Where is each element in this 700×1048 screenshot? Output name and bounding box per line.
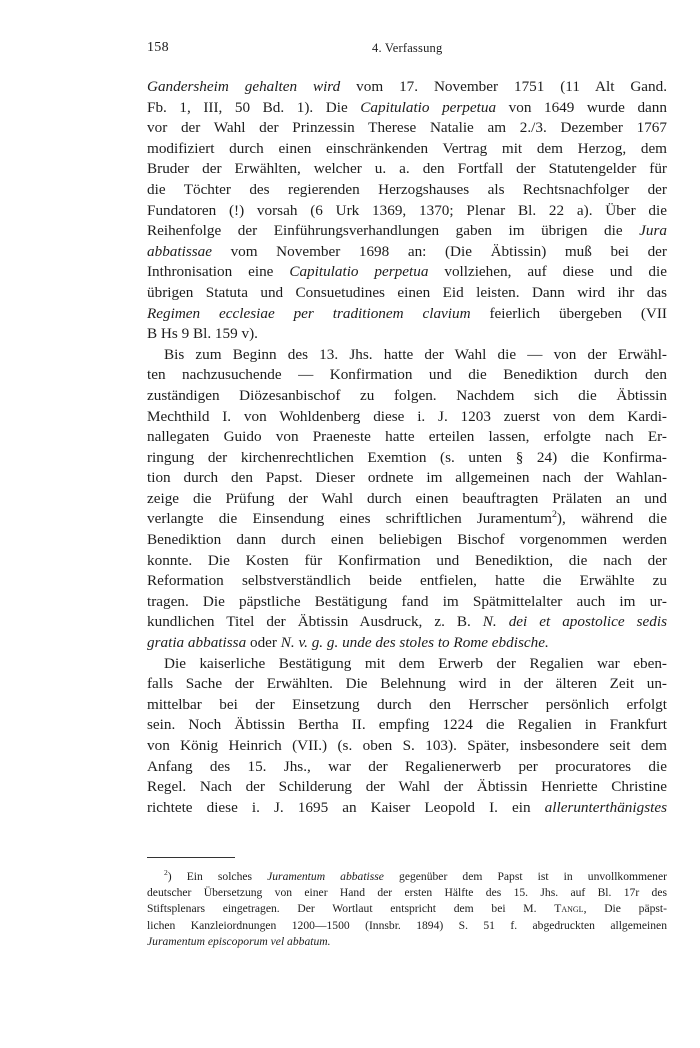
body-line	[147, 386, 667, 407]
body-line	[147, 592, 667, 613]
body-line	[147, 448, 667, 469]
text-segment: ten nachzusuchende — Konfirmation und die Benediktion durch den	[147, 366, 667, 384]
text-segment: ringung der kirchenrechtlichen Exemtion (s. unten § 24) die Konfirma-	[147, 448, 667, 466]
text-segment: sein. Noch Äbtissin Bertha II. empfing 1224 die Regalien in Frankfurt	[147, 716, 667, 734]
footnote-line	[147, 869, 667, 885]
text-segment: mittelbar bei der Einsetzung durch den Herrscher persönlich erfolgt	[147, 695, 667, 713]
italic-segment: N. v. g. g. unde des stoles to Rome ebdische.	[280, 634, 549, 652]
body-line	[147, 777, 667, 798]
text-segment: zuständigen Diözesanbischof zu folgen. Nachdem sich die Äbtissin	[147, 386, 667, 404]
text-segment: Bis zum Beginn des 13. Jhs. hatte der Wahl die — von der Erwähl-	[164, 345, 667, 363]
text-segment: Reihenfolge der Einführungsverhandlungen gaben im übrigen die	[147, 222, 640, 240]
italic-segment: Jura	[639, 222, 667, 240]
text-segment: Anfang des 15. Jhs., war der Regalienerwerb per procuratores die	[147, 757, 667, 775]
footnote-line	[147, 901, 667, 917]
body-line	[147, 242, 667, 263]
text-segment: falls Sache der Erwählten. Die Belehnung wird in der älteren Zeit un-	[147, 675, 667, 693]
text-segment: Benediktion dann durch einen beliebigen Bischof vorgenommen werden	[147, 531, 667, 549]
body-line	[147, 489, 667, 510]
text-segment: B Hs 9 Bl. 159 v).	[147, 325, 258, 343]
page-number: 158	[147, 40, 169, 55]
text-segment: lichen Kanzleiordnungen 1200—1500 (Innsbr. 1894) S. 51 f. abgedruckten allgemeinen	[147, 918, 667, 932]
text-segment: verlangte die Einsendung eines schriftlichen Juramentum	[147, 510, 552, 528]
text-segment: Bruder der Erwählten, welcher u. a. den Fortfall der Statutengelder für	[147, 160, 667, 178]
text-segment: vor der Wahl der Prinzessin Therese Natalie am 2./3. Dezember 1767	[147, 119, 667, 137]
text-segment: Tangl	[554, 902, 584, 916]
text-segment: tragen. Die päpstliche Bestätigung fand im Spätmittelalter auch im ur-	[147, 592, 667, 610]
body-line	[147, 468, 667, 489]
body-line	[147, 674, 667, 695]
body-line	[147, 139, 667, 160]
text-segment: von König Heinrich (VII.) (s. oben S. 103). Später, insbesondere seit dem	[147, 737, 667, 754]
text-segment: die Töchter des regierenden Herzogshauses als Rechtsnachfolger der	[147, 180, 667, 198]
body-line	[147, 551, 667, 572]
footnote-rule	[147, 857, 235, 858]
body-line	[147, 262, 667, 283]
body-line	[147, 180, 667, 201]
text-segment: vom November 1698 an: (Die Äbtissin) muß bei der	[211, 242, 667, 260]
body-line	[147, 427, 667, 448]
running-head: 4. Verfassung	[372, 41, 443, 55]
body-line	[147, 798, 667, 819]
footnote-line	[147, 918, 667, 934]
italic-segment: gratia abbatissa	[147, 634, 247, 652]
body-line	[147, 304, 667, 325]
body-line	[147, 695, 667, 716]
italic-segment: N. dei et apostolice sedis	[482, 613, 667, 631]
body-line	[147, 757, 667, 778]
body-line	[147, 530, 667, 551]
italic-segment: Capitulatio perpetua	[360, 98, 497, 116]
footnote-marker: 2	[164, 868, 168, 878]
body-line	[147, 654, 667, 675]
footnote-marker: 2	[551, 509, 557, 521]
italic-segment: Gandersheim gehalten wird	[147, 78, 341, 95]
body-line	[147, 283, 667, 304]
text-segment: Regel. Nach der Schilderung der Wahl der Äbtissin Henriette Christine	[147, 778, 667, 796]
text-segment: oder	[246, 634, 281, 652]
italic-segment: Juramentum episcoporum vel abbatum.	[147, 934, 331, 948]
text-segment: vollziehen, auf diese und die	[428, 263, 667, 281]
footnote-line	[147, 885, 667, 901]
text-segment: gegenüber dem Papst ist in unvollkommener	[383, 870, 667, 883]
body-line	[147, 509, 667, 530]
text-segment: richtete diese i. J. 1695 an Kaiser Leopold I. ein	[147, 798, 545, 816]
text-segment: vom 17. November 1751 (11 Alt Gand.	[340, 78, 668, 95]
italic-segment: Capitulatio perpetua	[289, 263, 429, 281]
italic-segment: allerunterthänigstes	[544, 798, 667, 816]
body-line	[147, 407, 667, 428]
body-line	[147, 98, 667, 119]
footnote-line	[147, 934, 667, 950]
text-segment: Stiftsplenars eingetragen. Der Wortlaut entspricht dem bei M.	[147, 902, 555, 916]
text-segment: ), während die	[556, 510, 667, 528]
body-line	[147, 345, 667, 366]
text-segment: Die kaiserliche Bestätigung mit dem Erwerb der Regalien war eben-	[164, 654, 667, 672]
text-segment: Reformation selbstverständlich beide entfielen, hatte die Erwählte zu	[147, 572, 667, 590]
text-segment: Fb. 1, III, 50 Bd. 1). Die	[147, 98, 361, 116]
text-segment: tion durch den Papst. Dieser ordnete im allgemeinen nach der Wahlan-	[147, 469, 667, 487]
text-segment: deutscher Übersetzung von einer Hand der ersten Hälfte des 15. Jhs. auf Bl. 17r des	[147, 886, 667, 900]
text-segment: Inthronisation eine	[147, 263, 290, 281]
body-line	[147, 201, 667, 222]
text-segment: Mechthild I. von Wohldenberg diese i. J. 1203 zuerst von dem Kardi-	[147, 407, 667, 425]
italic-segment: Juramentum abbatisse	[267, 870, 384, 883]
body-line	[147, 77, 667, 98]
text-segment: von 1649 wurde dann	[496, 98, 667, 116]
italic-segment: Regimen ecclesiae per traditionem clavium	[147, 304, 471, 322]
body-line	[147, 612, 667, 633]
text-segment: , Die päpst-	[583, 902, 667, 916]
body-line	[147, 324, 667, 345]
text-segment: feierlich übergeben (VII	[470, 304, 667, 322]
body-text	[147, 77, 667, 818]
body-line	[147, 221, 667, 242]
body-line	[147, 736, 667, 757]
body-line	[147, 633, 667, 654]
text-segment: nallegaten Guido von Praeneste hatte erteilen lassen, erfolgte nach Er-	[147, 428, 667, 446]
body-line	[147, 365, 667, 386]
footnotes	[147, 869, 667, 950]
text-segment: zeige die Prüfung der Wahl durch einen beauftragten Prälaten an und	[147, 489, 667, 507]
text-segment: konnte. Die Kosten für Konfirmation und Benediktion, die nach der	[147, 551, 667, 569]
text-segment: kundlichen Titel der Äbtissin Ausdruck, z. B.	[147, 613, 483, 631]
body-line	[147, 571, 667, 592]
text-segment: modifiziert durch einen einschränkenden Vertrag mit dem Herzog, dem	[147, 139, 667, 157]
text-segment: Fundatoren (!) vorsah (6 Urk 1369, 1370; Plenar Bl. 22 a). Über die	[147, 201, 667, 219]
italic-segment: abbatissae	[147, 242, 212, 260]
body-line	[147, 159, 667, 180]
body-line	[147, 715, 667, 736]
text-segment: ) Ein solches	[167, 870, 268, 883]
text-segment: übrigen Statuta und Consuetudines einen Eid leisten. Dann wird ihr das	[147, 283, 667, 301]
body-line	[147, 118, 667, 139]
